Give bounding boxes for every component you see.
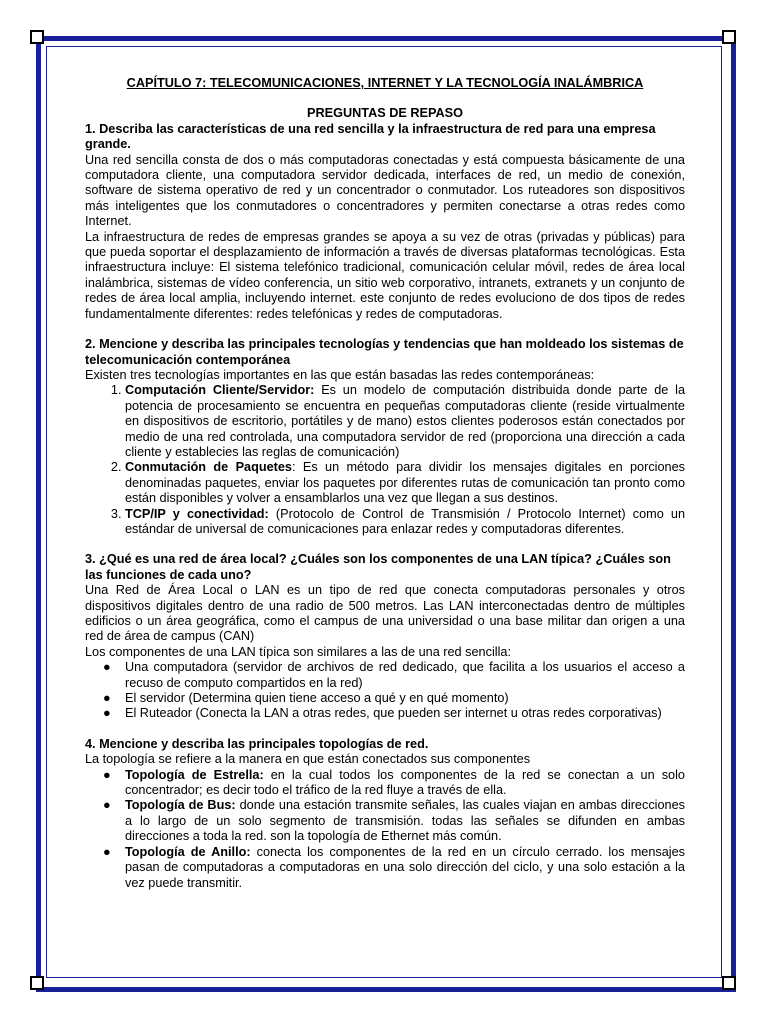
- q4-bullet-list: [85, 768, 685, 891]
- question-4: 4. Mencione y describa las principales topologías de red.: [85, 736, 429, 751]
- corner-ornament-top-left: [30, 30, 46, 46]
- question-3: 3. ¿Qué es una red de área local? ¿Cuáles son los componentes de una LAN típica? ¿Cuáles son las funciones de cada uno?: [85, 552, 671, 582]
- list-item: [125, 383, 685, 460]
- document-content: [85, 76, 685, 891]
- list-item: [125, 460, 685, 506]
- q2-numbered-list: [85, 383, 685, 537]
- q3-bullet-list: [85, 660, 685, 722]
- list-item: [125, 507, 685, 538]
- list-item-text: donde una estación transmite señales, las cuales viajan en ambas direcciones a lo largo de un solo segmento de transmisión. todas las señales se difunden en ambas direcciones a toda la red. son la topología de Ethernet más común.: [125, 798, 686, 844]
- question-2: 2. Mencione y describa las principales tecnologías y tendencias que han moldeado los sistemas de telecomunicación contemporánea: [85, 337, 684, 367]
- list-item: [103, 767, 685, 799]
- list-item: [103, 706, 685, 721]
- list-item: [103, 691, 685, 706]
- list-item-text: (Protocolo de Control de Transmisión / Protocolo Internet) como un estándar de universal de comunicaciones para enlazar redes y computadoras diferentes.: [125, 506, 686, 536]
- q3-paragraph-1: Una Red de Área Local o LAN es un tipo de red que conecta computadoras personales y otros dispositivos digitales dentro de una radio de 500 metros. Las LAN interconectadas dentro de múltiples edificios o un área geográfica, como el campus de una universidad o una base militar dan origen a una red de área de campus (CAN): [85, 583, 685, 644]
- q1-paragraph-1: Una red sencilla consta de dos o más computadoras conectadas y está compuesta básicamente de una computadora cliente, una computadora servidor dedicada, interfaces de red, un medio de conexión, software de sistema operativo de red y un concentrador o conmutador. Los ruteadores son dispositivos más inteligentes que los conmutadores o concentradores y permiten conectarse a otras redes como Internet.: [85, 152, 685, 229]
- corner-ornament-top-right: [722, 30, 738, 46]
- list-item-term: Computación Cliente/Servidor:: [125, 383, 315, 398]
- bullet-icon: ●: [103, 706, 111, 721]
- list-item-term: TCP/IP y conectividad:: [125, 506, 269, 521]
- q2-intro: Existen tres tecnologías importantes en las que están basadas las redes contemporáneas:: [85, 367, 595, 382]
- list-item: [103, 660, 685, 691]
- bullet-icon: ●: [103, 844, 111, 859]
- section-subtitle: PREGUNTAS DE REPASO: [306, 106, 464, 121]
- chapter-title: CAPÍTULO 7: TELECOMUNICACIONES, INTERNET Y LA TECNOLOGÍA INALÁMBRICA: [126, 76, 644, 90]
- list-item-text: El servidor (Determina quien tiene acceso a qué y en qué momento): [125, 691, 509, 706]
- list-item-text: El Ruteador (Conecta la LAN a otras redes, que pueden ser internet u otras redes corporativas): [125, 706, 662, 721]
- list-item-text: : Es un método para dividir los mensajes digitales en porciones denominadas paquetes, enviar los paquetes por diferentes rutas de comunicación tan pronto como están disponibles y volver a ensamblarlos una vez que llegan a sus destinos.: [125, 460, 685, 506]
- list-item: [103, 844, 685, 891]
- bullet-icon: ●: [103, 767, 111, 782]
- list-item-text: Es un modelo de computación distribuida donde parte de la potencia de procesamiento se encuentra en pequeñas computadoras cliente (reside virtualmente en dispositivos de escritorio, portátiles y de mano) estos clientes poderosos están conectados por medio de una red controlada, una computadora servidor de red (proporciona una dirección a cada cliente y establecies las reglas de comunicación): [125, 383, 685, 459]
- list-item-term: Topología de Estrella:: [125, 767, 264, 782]
- corner-ornament-bottom-right: [722, 976, 738, 992]
- bullet-icon: ●: [103, 798, 111, 813]
- corner-ornament-bottom-left: [30, 976, 46, 992]
- list-item: [103, 798, 686, 844]
- q3-paragraph-2: Los componentes de una LAN típica son similares a las de una red sencilla:: [85, 644, 511, 659]
- list-item-term: Topología de Anillo:: [125, 844, 251, 859]
- list-item-term: Topología de Bus:: [125, 798, 236, 813]
- list-item-text: conecta los componentes de la red en un círculo cerrado. los mensajes pasan de computadoras a computadoras en una solo dirección del ciclo, y una solo estación a la vez puede transmitir.: [125, 844, 685, 890]
- bullet-icon: ●: [103, 660, 111, 675]
- bullet-icon: ●: [103, 691, 111, 706]
- q4-intro: La topología se refiere a la manera en que están conectados sus componentes: [85, 752, 531, 767]
- q1-paragraph-2: La infraestructura de redes de empresas grandes se apoya a su vez de otras (privadas y públicas) para que pueda soportar el desplazamiento de información a través de diversas plataformas tecnológicas. Esta infraestructura incluye: El sistema telefónico tradicional, comunicación celular móvil, redes de área local inalámbrica, sistemas de vídeo conferencia, un sitio web corporativo, intranets, extranets y un conjunto de redes de área local amplia, incluyendo internet. este conjunto de redes evoluciono de dos tipos de redes fundamentalmente diferentes: redes telefónicas y redes de computadoras.: [85, 229, 685, 321]
- list-item-text: en la cual todos los componentes de la red se conectan a un solo concentrador; es decir todo el tráfico de la red fluye a través de ella.: [125, 767, 685, 798]
- question-1: 1. Describa las características de una red sencilla y la infraestructura de red para una empresa grande.: [85, 121, 656, 152]
- list-item-term: Conmutación de Paquetes: [125, 460, 292, 475]
- list-item-text: Una computadora (servidor de archivos de red dedicado, que facilita a los usuarios el acceso a recuso de computo compartidos en la red): [125, 660, 685, 690]
